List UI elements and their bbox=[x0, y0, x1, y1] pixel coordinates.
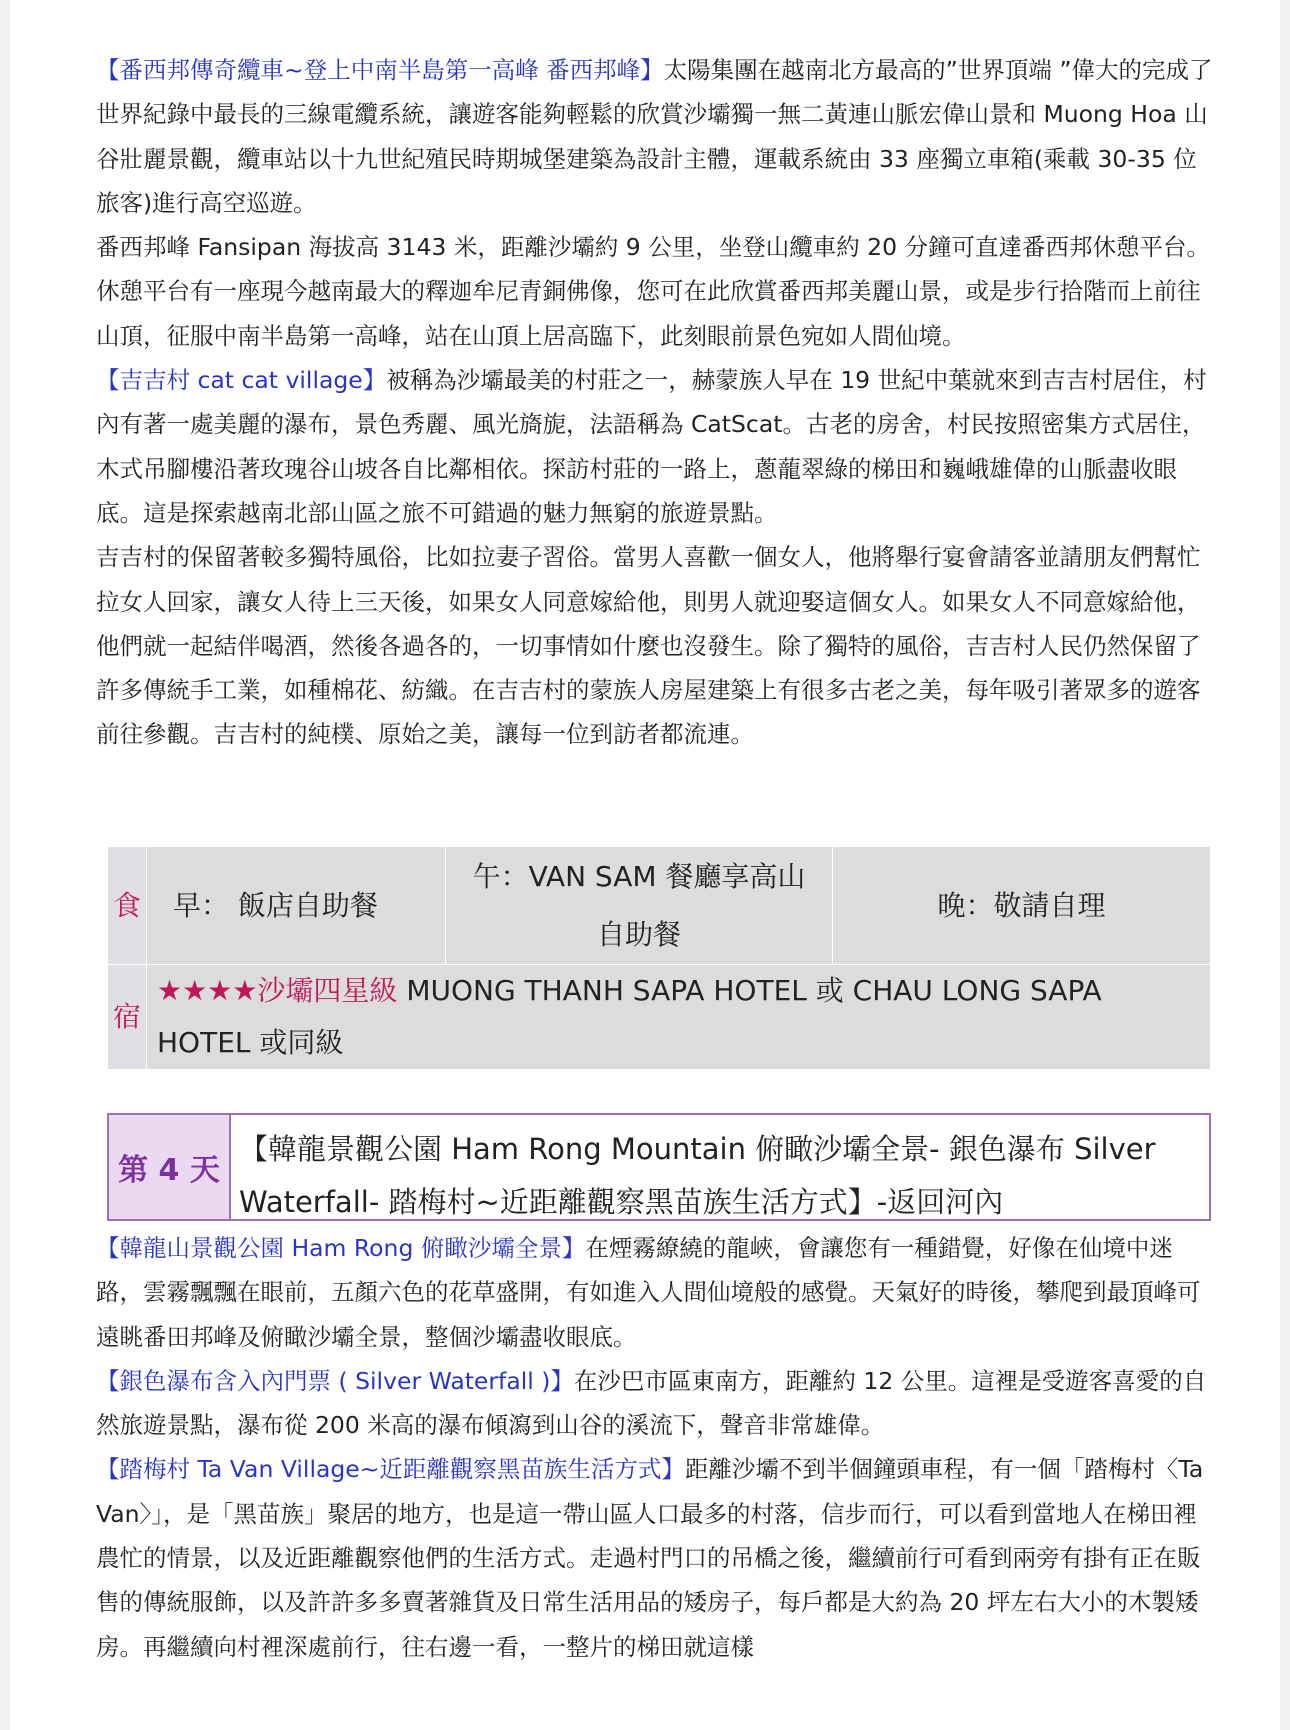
lunch-line1: 午：VAN SAM 餐廳享高山 bbox=[472, 859, 806, 893]
stay-cell bbox=[147, 965, 1211, 1070]
text-cat-cat-customs: 吉吉村的保留著較多獨特風俗，比如拉妻子習俗。當男人喜歡一個女人，他將舉行宴會請客並請朋友們幫忙拉女人回家，讓女人待上三天後，如果女人同意嫁給他，則男人就迎娶這個女人。如果女人不同意嫁給他，他們就一起結伴喝酒，然後各過各的，一切事情如什麼也沒發生。除了獨特的風俗，吉吉村人民仍然保留了許多傳統手工業，如種棉花、紡織。在吉吉村的蒙族人房屋建築上有很多古老之美，每年吸引著眾多的遊客前往參觀。吉吉村的純樸、原始之美，讓每一位到訪者都流連。 bbox=[96, 543, 1201, 749]
text-ta-van: 距離沙壩不到半個鐘頭車程，有一個「踏梅村〈Ta Van〉」，是「黑苗族」聚居的地方，也是這一帶山區人口最多的村落，信步而行，可以看到當地人在梯田裡農忙的情景，以及近距離觀察他們的生活方式。走過村門口的吊橋之後，繼續前行可看到兩旁有掛有正在販售的傳統服飾，以及許許多多賣著雜貨及日常生活用品的矮房子，每戶都是大約為 20 坪左右大小的木製矮房。再繼續向村裡深處前行，往右邊一看，一整片的梯田就這樣 bbox=[96, 1455, 1204, 1661]
dinner-cell: 晚：敬請自理 bbox=[833, 847, 1211, 965]
stay-row bbox=[108, 965, 1211, 1070]
paragraph-fansipan-peak bbox=[96, 225, 1214, 358]
paragraph-cat-cat bbox=[96, 358, 1214, 535]
text-fansipan-peak: 番西邦峰 Fansipan 海拔高 3143 米，距離沙壩約 9 公里，坐登山纜車約 20 分鐘可直達番西邦休憩平台。休憩平台有一座現今越南最大的釋迦牟尼青銅佛像，您可在此欣賞番西邦美麗山景，或是步行拾階而上前往山頂，征服中南半島第一高峰，站在山頂上居高臨下，此刻眼前景色宛如人間仙境。 bbox=[96, 233, 1211, 350]
paragraph-silver-waterfall bbox=[96, 1359, 1214, 1448]
heading-silver-waterfall: 【銀色瀑布含入內門票 ( Silver Waterfall )】 bbox=[96, 1366, 574, 1395]
text-fansipan-cable: 太陽集團在越南北方最高的”世界頂端 ”偉大的完成了世界紀錄中最長的三線電纜系統，讓遊客能夠輕鬆的欣賞沙壩獨一無二黃連山脈宏偉山景和 Muong Hoa 山谷壯麗景觀，纜車站以十九世紀殖民時期城堡建築為設計主體，運載系統由 33 座獨立車箱(乘載 30-35 位旅客)進行高空巡遊。 bbox=[96, 56, 1213, 217]
heading-ta-van: 【踏梅村 Ta Van Village~近距離觀察黑苗族生活方式】 bbox=[96, 1455, 685, 1484]
text-cat-cat: 被稱為沙壩最美的村莊之一，赫蒙族人早在 19 世紀中葉就來到吉吉村居住，村內有著一處美麗的瀑布，景色秀麗、風光旖旎，法語稱為 CatScat。古老的房舍，村民按照密集方式居住，木式吊腳樓沿著玫瑰谷山坡各自比鄰相依。探訪村莊的一路上，蔥蘢翠綠的梯田和巍峨雄偉的山脈盡收眼底。這是探索越南北部山區之旅不可錯過的魅力無窮的旅遊景點。 bbox=[96, 366, 1207, 527]
text-silver-waterfall: 在沙巴市區東南方，距離約 12 公里。這裡是受遊客喜愛的自然旅遊景點，瀑布從 200 米高的瀑布傾瀉到山谷的溪流下，聲音非常雄偉。 bbox=[96, 1366, 1207, 1440]
meal-table bbox=[107, 846, 1211, 1070]
stay-label: 宿 bbox=[108, 965, 147, 1070]
food-label: 食 bbox=[108, 847, 147, 965]
day4-content bbox=[96, 1226, 1214, 1669]
paragraph-ham-rong bbox=[96, 1226, 1214, 1359]
paragraph-ta-van bbox=[96, 1447, 1214, 1668]
day3-content bbox=[96, 48, 1214, 757]
meal-row bbox=[108, 847, 1211, 965]
breakfast-text: 早： 飯店自助餐 bbox=[173, 888, 378, 922]
stay-hotels: MUONG THANH SAPA HOTEL 或 CHAU LONG SAPA HOTEL 或同級 bbox=[157, 974, 1102, 1059]
text-ham-rong: 在煙霧繚繞的龍峽，會讓您有一種錯覺，好像在仙境中迷路，雲霧飄飄在眼前，五顏六色的花草盛開，有如進入人間仙境般的感覺。天氣好的時後，攀爬到最頂峰可遠眺番田邦峰及俯瞰沙壩全景，整個沙壩盡收眼底。 bbox=[96, 1234, 1201, 1351]
day4-header bbox=[107, 1113, 1211, 1221]
day4-title: 【韓龍景觀公園 Ham Rong Mountain 俯瞰沙壩全景- 銀色瀑布 Silver Waterfall- 踏梅村~近距離觀察黑苗族生活方式】-返回河內 bbox=[239, 1132, 1156, 1219]
breakfast-cell bbox=[147, 847, 446, 965]
page bbox=[10, 0, 1280, 1730]
day4-label: 第 4 天 bbox=[109, 1115, 231, 1219]
lunch-line2: 自助餐 bbox=[596, 917, 681, 951]
paragraph-fansipan-cable bbox=[96, 48, 1214, 225]
heading-fansipan-cable: 【番西邦傳奇纜車~登上中南半島第一高峰 番西邦峰】 bbox=[96, 56, 664, 84]
heading-ham-rong: 【韓龍山景觀公園 Ham Rong 俯瞰沙壩全景】 bbox=[96, 1234, 586, 1262]
paragraph-cat-cat-customs bbox=[96, 535, 1214, 756]
heading-cat-cat: 【吉吉村 cat cat village】 bbox=[96, 366, 387, 395]
stay-stars: ★★★★沙壩四星級 bbox=[157, 974, 398, 1007]
lunch-cell bbox=[446, 847, 833, 965]
